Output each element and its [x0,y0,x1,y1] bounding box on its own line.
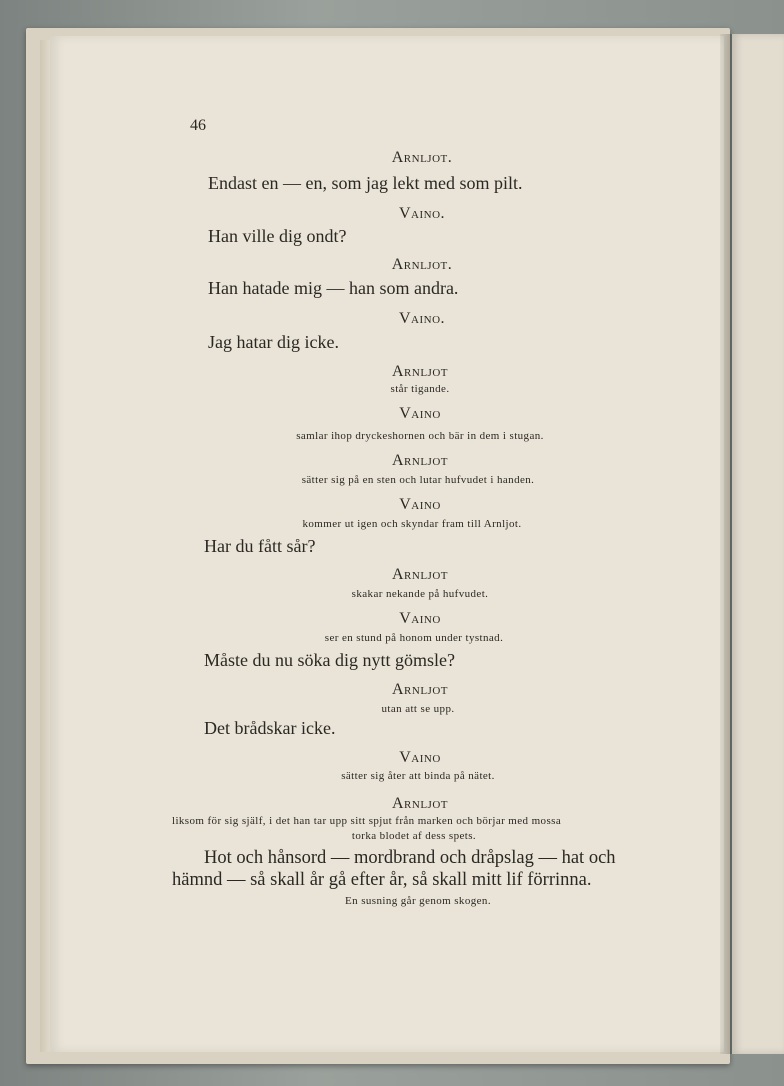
dialogue-line: Endast en — en, som jag lekt med som pilt. [208,173,523,193]
speaker-name: Vaino [399,496,441,513]
speaker-name: Arnljot. [391,256,453,273]
stage-direction: kommer ut igen och skyndar fram till Arnljot. [302,518,522,530]
stage-direction: ser en stund på honom under tystnad. [324,632,504,644]
stage-direction: sätter sig åter att binda på nätet. [341,770,495,782]
speaker-name: Arnljot. [391,149,453,166]
speaker-name: Arnljot [392,681,448,698]
stage-direction: sätter sig på en sten och lutar hufvudet i handen. [301,474,535,486]
dialogue-line: Jag hatar dig icke. [208,332,339,352]
speaker-name: Vaino. [398,310,446,327]
verse-line: hämnd — så skall år gå efter år, så skall mitt lif förrinna. [172,870,592,890]
stage-direction: En susning går genom skogen. [345,895,491,907]
stage-direction: torka blodet af dess spets. [351,830,477,842]
stage-direction: står tigande. [390,383,450,395]
speaker-name: Arnljot [392,452,448,469]
dialogue-line: Han hatade mig — han som andra. [208,278,459,298]
facing-page-edge [732,34,784,1054]
speaker-name: Vaino [399,749,441,766]
speaker-name: Vaino [399,610,441,627]
speaker-name: Arnljot [392,566,448,583]
stage-direction: skakar nekande på hufvudet. [351,588,489,600]
verse-line: Hot och hånsord — mordbrand och dråpslag — hat och [204,848,616,868]
stage-direction: samlar ihop dryckeshornen och bär in dem i stugan. [296,430,544,442]
dialogue-line: Det brådskar icke. [204,718,336,738]
dialogue-line: Han ville dig ondt? [208,226,347,246]
page-number: 46 [190,117,206,134]
stage-direction: liksom för sig själf, i det han tar upp sitt spjut från marken och börjar med mossa [172,815,562,827]
dialogue-line: Har du fått sår? [204,536,316,556]
speaker-name: Vaino [399,405,441,422]
stage-direction: utan att se upp. [381,703,455,715]
speaker-name: Arnljot [392,795,448,812]
speaker-name: Arnljot [392,363,448,380]
dialogue-line: Måste du nu söka dig nytt gömsle? [204,650,455,670]
speaker-name: Vaino. [398,205,446,222]
